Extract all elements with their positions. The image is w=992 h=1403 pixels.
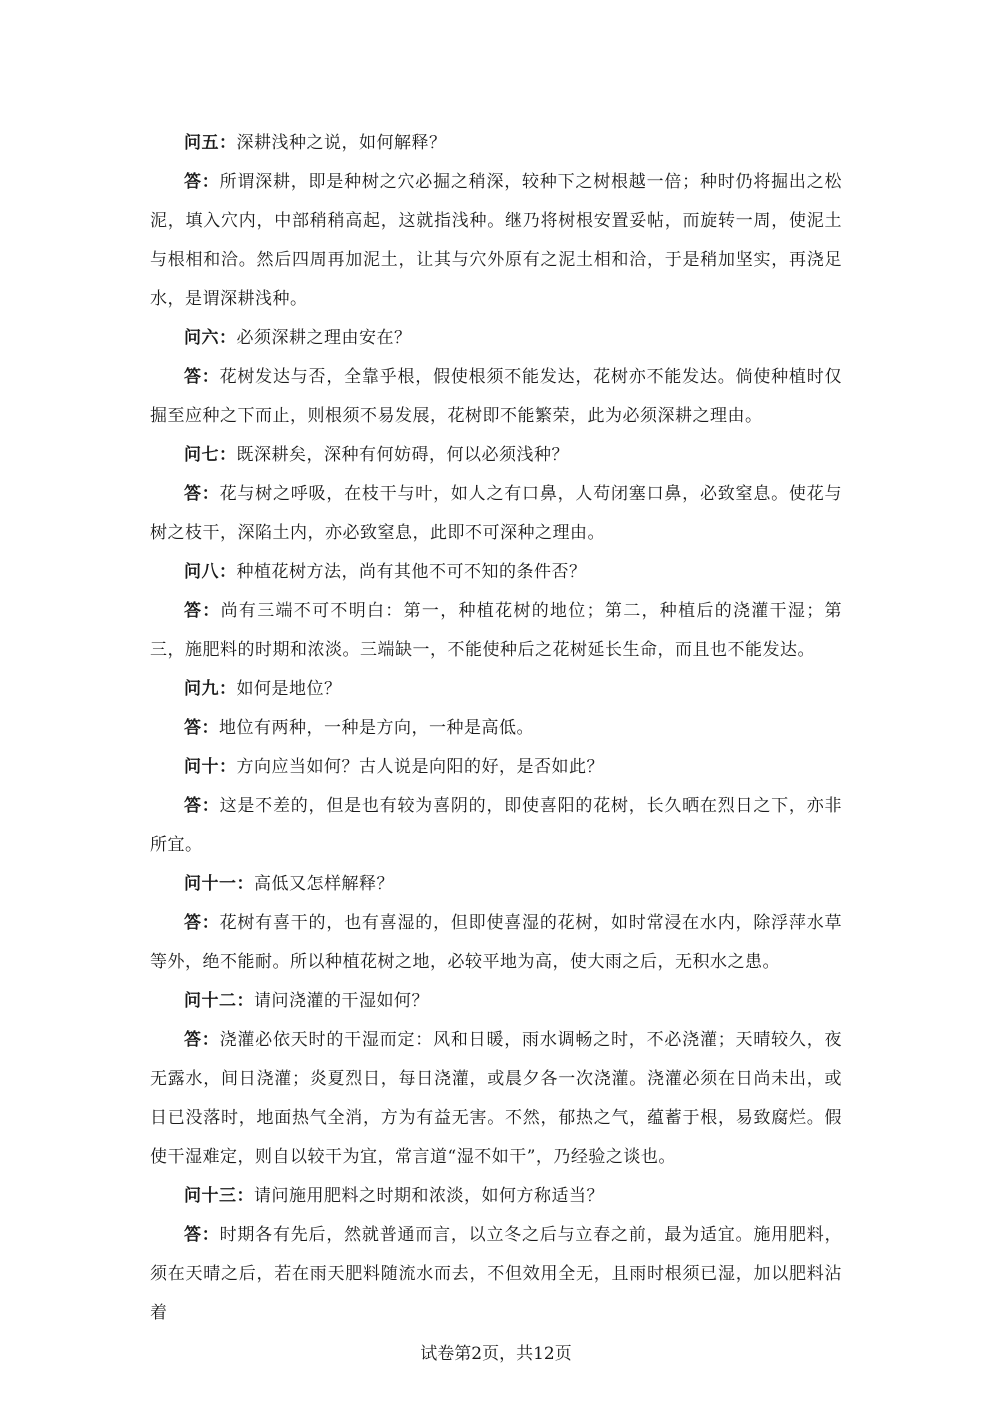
answer-5 — [150, 163, 842, 319]
question-text: 请问浇灌的干湿如何？ — [254, 991, 429, 1011]
question-text: 深耕浅种之说，如何解释？ — [236, 133, 447, 153]
answer-6 — [150, 358, 842, 436]
answer-9 — [150, 709, 842, 748]
question-label: 问九： — [184, 679, 237, 699]
question-label: 问十： — [184, 757, 237, 777]
question-8 — [150, 553, 842, 592]
answer-text: 尚有三端不可不明白：第一，种植花树的地位；第二，种植后的浇灌干湿；第三，施肥料的时期和浓淡。三端缺一，不能使种后之花树延长生命，而且也不能发达。 — [150, 601, 843, 660]
question-text: 如何是地位？ — [236, 679, 342, 699]
page-footer: 试卷第2页，共12页 — [420, 1344, 572, 1364]
question-text: 既深耕矣，深种有何妨碍，何以必须浅种？ — [236, 445, 569, 465]
answer-label: 答： — [184, 484, 220, 504]
answer-text: 这是不差的，但是也有较为喜阴的，即使喜阳的花树，长久晒在烈日之下，亦非所宜。 — [150, 796, 843, 855]
question-label: 问十一： — [184, 874, 254, 894]
answer-13 — [150, 1216, 842, 1333]
question-label: 问六： — [184, 328, 237, 348]
answer-label: 答： — [184, 1030, 220, 1050]
question-5 — [150, 124, 842, 163]
question-13 — [150, 1177, 842, 1216]
answer-8 — [150, 592, 842, 670]
question-label: 问五： — [184, 133, 237, 153]
question-10 — [150, 748, 842, 787]
question-11 — [150, 865, 842, 904]
question-6 — [150, 319, 842, 358]
question-7 — [150, 436, 842, 475]
answer-label: 答： — [184, 913, 220, 933]
answer-12 — [150, 1021, 842, 1177]
answer-11 — [150, 904, 842, 982]
answer-text: 浇灌必依天时的干湿而定：风和日暖，雨水调畅之时，不必浇灌；天晴较久，夜无露水，间日浇灌；炎夏烈日，每日浇灌，或晨夕各一次浇灌。浇灌必须在日尚未出，或日已没落时，地面热气全消，方为有益无害。不然，郁热之气，蕴蓄于根，易致腐烂。假使干湿难定，则自以较干为宜，常言道“湿不如干”，乃经验之谈也。 — [150, 1030, 843, 1167]
question-text: 种植花树方法，尚有其他不可不知的条件否？ — [236, 562, 587, 582]
question-text: 请问施用肥料之时期和浓淡，如何方称适当？ — [254, 1186, 604, 1206]
question-text: 方向应当如何？古人说是向阳的好，是否如此？ — [236, 757, 604, 777]
answer-label: 答： — [184, 172, 220, 192]
question-label: 问十三： — [184, 1186, 254, 1206]
answer-label: 答： — [184, 718, 219, 738]
answer-text: 所谓深耕，即是种树之穴必掘之稍深，较种下之树根越一倍；种时仍将掘出之松泥，填入穴内，中部稍稍高起，这就指浅种。继乃将树根安置妥帖，而旋转一周，使泥土与根相和洽。然后四周再加泥土，让其与穴外原有之泥土相和洽，于是稍加坚实，再浇足水，是谓深耕浅种。 — [150, 172, 843, 309]
answer-text: 地位有两种，一种是方向，一种是高低。 — [219, 718, 534, 738]
answer-10 — [150, 787, 842, 865]
question-text: 高低又怎样解释？ — [254, 874, 394, 894]
question-9 — [150, 670, 842, 709]
question-label: 问八： — [184, 562, 237, 582]
question-label: 问十二： — [184, 991, 254, 1011]
question-12 — [150, 982, 842, 1021]
answer-label: 答： — [184, 1225, 220, 1245]
answer-label: 答： — [184, 601, 221, 621]
answer-text: 时期各有先后，然就普通而言，以立冬之后与立春之前，最为适宜。施用肥料，须在天晴之后，若在雨天肥料随流水而去，不但效用全无，且雨时根须已湿，加以肥料沾着 — [150, 1225, 843, 1323]
answer-text: 花树发达与否，全靠乎根，假使根须不能发达，花树亦不能发达。倘使种植时仅掘至应种之下而止，则根须不易发展，花树即不能繁荣，此为必须深耕之理由。 — [150, 367, 843, 426]
answer-text: 花与树之呼吸，在枝干与叶，如人之有口鼻，人苟闭塞口鼻，必致窒息。使花与树之枝干，深陷土内，亦必致窒息，此即不可深种之理由。 — [150, 484, 843, 543]
answer-text: 花树有喜干的，也有喜湿的，但即使喜湿的花树，如时常浸在水内，除浮萍水草等外，绝不能耐。所以种植花树之地，必较平地为高，使大雨之后，无积水之患。 — [150, 913, 843, 972]
document-body — [150, 124, 842, 1333]
answer-7 — [150, 475, 842, 553]
question-text: 必须深耕之理由安在？ — [236, 328, 412, 348]
answer-label: 答： — [184, 796, 220, 816]
question-label: 问七： — [184, 445, 237, 465]
answer-label: 答： — [184, 367, 220, 387]
